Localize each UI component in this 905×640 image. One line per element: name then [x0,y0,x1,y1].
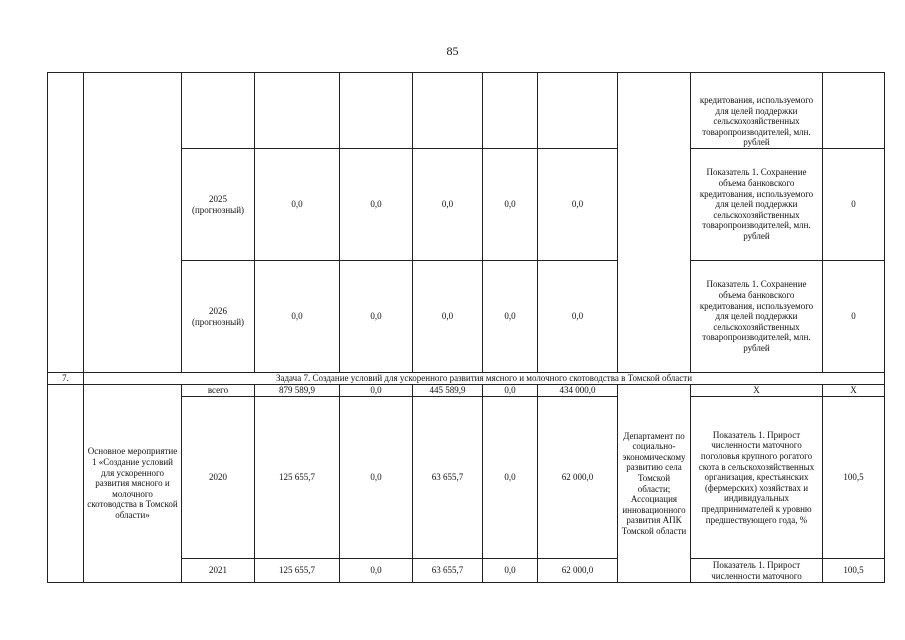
page-number: 85 [446,44,459,58]
value-cell: 0,0 [483,385,538,397]
year-cell: 2020 [182,397,255,559]
value-cell: 0,0 [413,149,483,261]
value-cell: 0,0 [483,397,538,559]
row-number-cell [48,73,84,373]
task-number: 7. [48,373,84,385]
indicator-cell: Показатель 1. Прирост численности маточного [691,559,823,583]
task-title: Задача 7. Создание условий для ускоренного развития мясного и молочного скотоводства в Томской области [84,373,885,385]
value-cell: 0,0 [340,397,413,559]
target-cell: 100,5 [823,397,885,559]
year-cell: 2021 [182,559,255,583]
task-row [48,373,885,385]
target-cell: 0 [823,261,885,373]
indicator-cell: Показатель 1. Сохранение объема банковского кредитования, используемого для целей поддержки сельскохозяйственных товаропроизводителей, млн. рублей [691,149,823,261]
value-cell: 0,0 [538,149,618,261]
value-cell: 0,0 [413,261,483,373]
row-number-cell [48,385,84,583]
value-cell [255,73,340,149]
value-cell: 0,0 [340,149,413,261]
year-cell: 2025 (прогнозный) [182,149,255,261]
value-cell: 0,0 [483,149,538,261]
measure-name-cell: Основное мероприятие 1 «Создание условий для ускоренного развития мясного и молочного скотоводства в Томской области» [84,385,182,583]
indicator-cell: Х [691,385,823,397]
table-row [48,73,885,149]
value-cell [413,73,483,149]
indicator-cell: кредитования, используемого для целей поддержки сельскохозяйственных товаропроизводителей, млн. рублей [691,73,823,149]
measure-name-cell [84,73,182,373]
value-cell: 0,0 [483,261,538,373]
value-cell [483,73,538,149]
year-cell: всего [182,385,255,397]
executor-cell: Департамент по социально-экономическому развитию села Томской области; Ассоциация инновационного развития АПК Томской области [618,385,691,583]
target-cell: Х [823,385,885,397]
year-cell: 2026 (прогнозный) [182,261,255,373]
value-cell: 62 000,0 [538,397,618,559]
value-cell: 62 000,0 [538,559,618,583]
target-cell [823,73,885,149]
value-cell: 125 655,7 [255,559,340,583]
value-cell: 879 589,9 [255,385,340,397]
value-cell: 0,0 [340,559,413,583]
value-cell: 0,0 [483,559,538,583]
value-cell: 63 655,7 [413,397,483,559]
value-cell [340,73,413,149]
program-table [47,72,885,583]
value-cell: 0,0 [255,261,340,373]
table-row [48,385,885,397]
value-cell: 445 589,9 [413,385,483,397]
value-cell [538,73,618,149]
value-cell: 0,0 [340,385,413,397]
year-cell [182,73,255,149]
value-cell: 0,0 [340,261,413,373]
value-cell: 0,0 [255,149,340,261]
value-cell: 63 655,7 [413,559,483,583]
target-cell: 100,5 [823,559,885,583]
executor-cell [618,73,691,373]
value-cell: 125 655,7 [255,397,340,559]
target-cell: 0 [823,149,885,261]
value-cell: 0,0 [538,261,618,373]
indicator-cell: Показатель 1. Прирост численности маточного поголовья крупного рогатого скота в сельскохозяйственных организация, крестьянских (фермерских) хозяйствах и индивидуальных предпринимателей к уровню предшествующего года, % [691,397,823,559]
indicator-cell: Показатель 1. Сохранение объема банковского кредитования, используемого для целей поддержки сельскохозяйственных товаропроизводителей, млн. рублей [691,261,823,373]
value-cell: 434 000,0 [538,385,618,397]
